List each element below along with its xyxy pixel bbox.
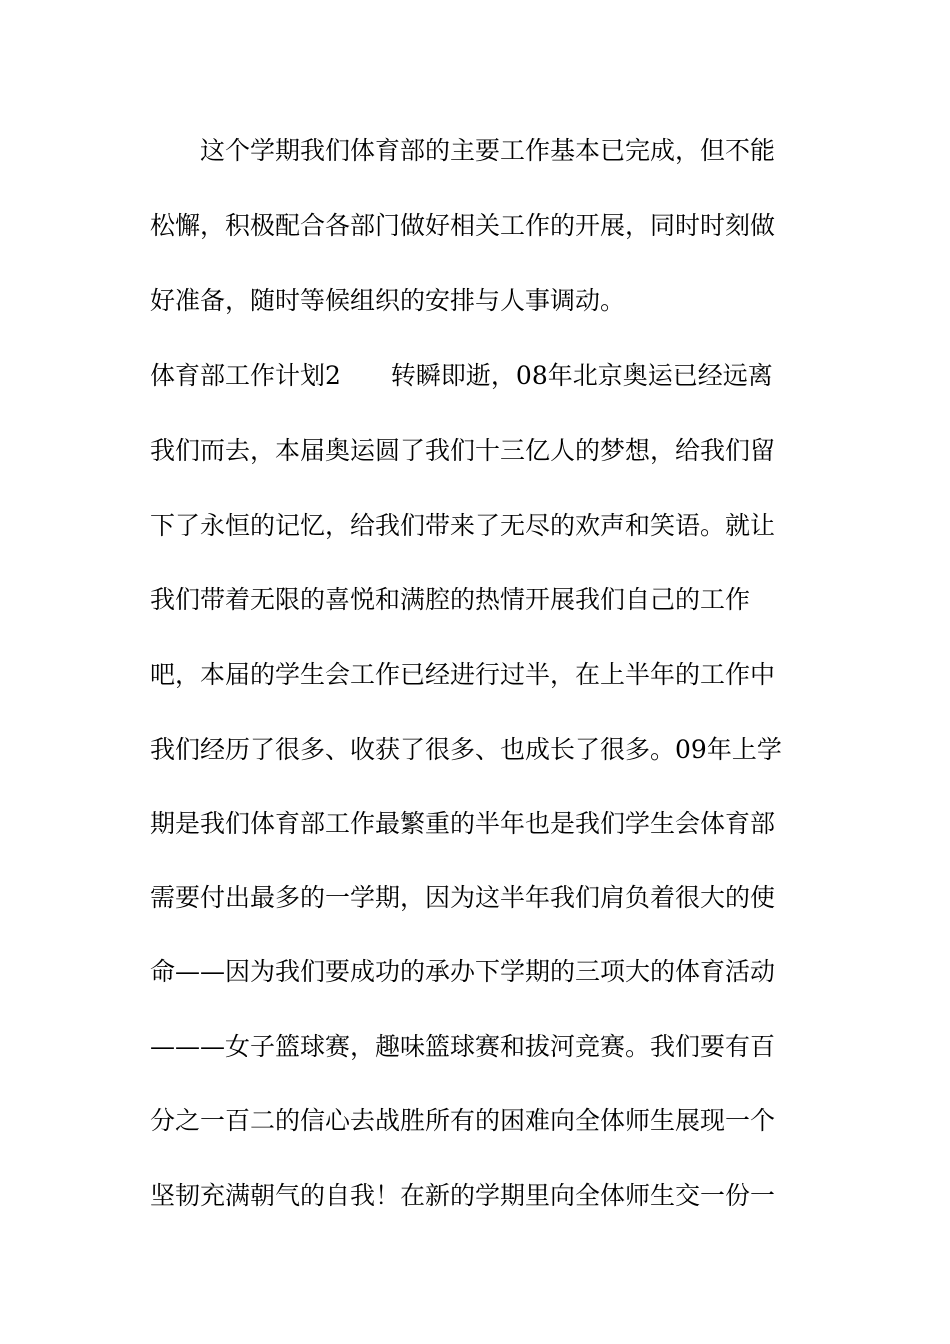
text-line: 分之一百二的信心去战胜所有的困难向全体师生展现一个 (150, 1106, 776, 1135)
text-line: 期是我们体育部工作最繁重的半年也是我们学生会体育部 (150, 809, 776, 838)
text-line: 好准备，随时等候组织的安排与人事调动。 (150, 286, 626, 315)
text-line: 我们而去，本届奥运圆了我们十三亿人的梦想，给我们留 (150, 436, 776, 465)
text-line: 下了永恒的记忆，给我们带来了无尽的欢声和笑语。就让 (150, 511, 776, 540)
text-line: 松懈，积极配合各部门做好相关工作的开展，同时时刻做 (150, 211, 776, 240)
text-line: 这个学期我们体育部的主要工作基本已完成，但不能 (200, 136, 776, 165)
text-line: 我们经历了很多、收获了很多、也成长了很多。09年上学 (150, 735, 782, 764)
text-line: 吧，本届的学生会工作已经进行过半，在上半年的工作中 (150, 660, 776, 689)
text-line: 坚韧充满朝气的自我！在新的学期里向全体师生交一份一 (150, 1181, 776, 1210)
text-line: ———女子篮球赛，趣味篮球赛和拔河竞赛。我们要有百 (150, 1032, 776, 1061)
text-line: 命——因为我们要成功的承办下学期的三项大的体育活动 (150, 957, 776, 986)
text-line: 我们带着无限的喜悦和满腔的热情开展我们自己的工作 (150, 585, 751, 614)
text-line: 体育部工作计划2 转瞬即逝，08年北京奥运已经远离 (150, 361, 773, 390)
text-line: 需要付出最多的一学期，因为这半年我们肩负着很大的使 (150, 883, 776, 912)
